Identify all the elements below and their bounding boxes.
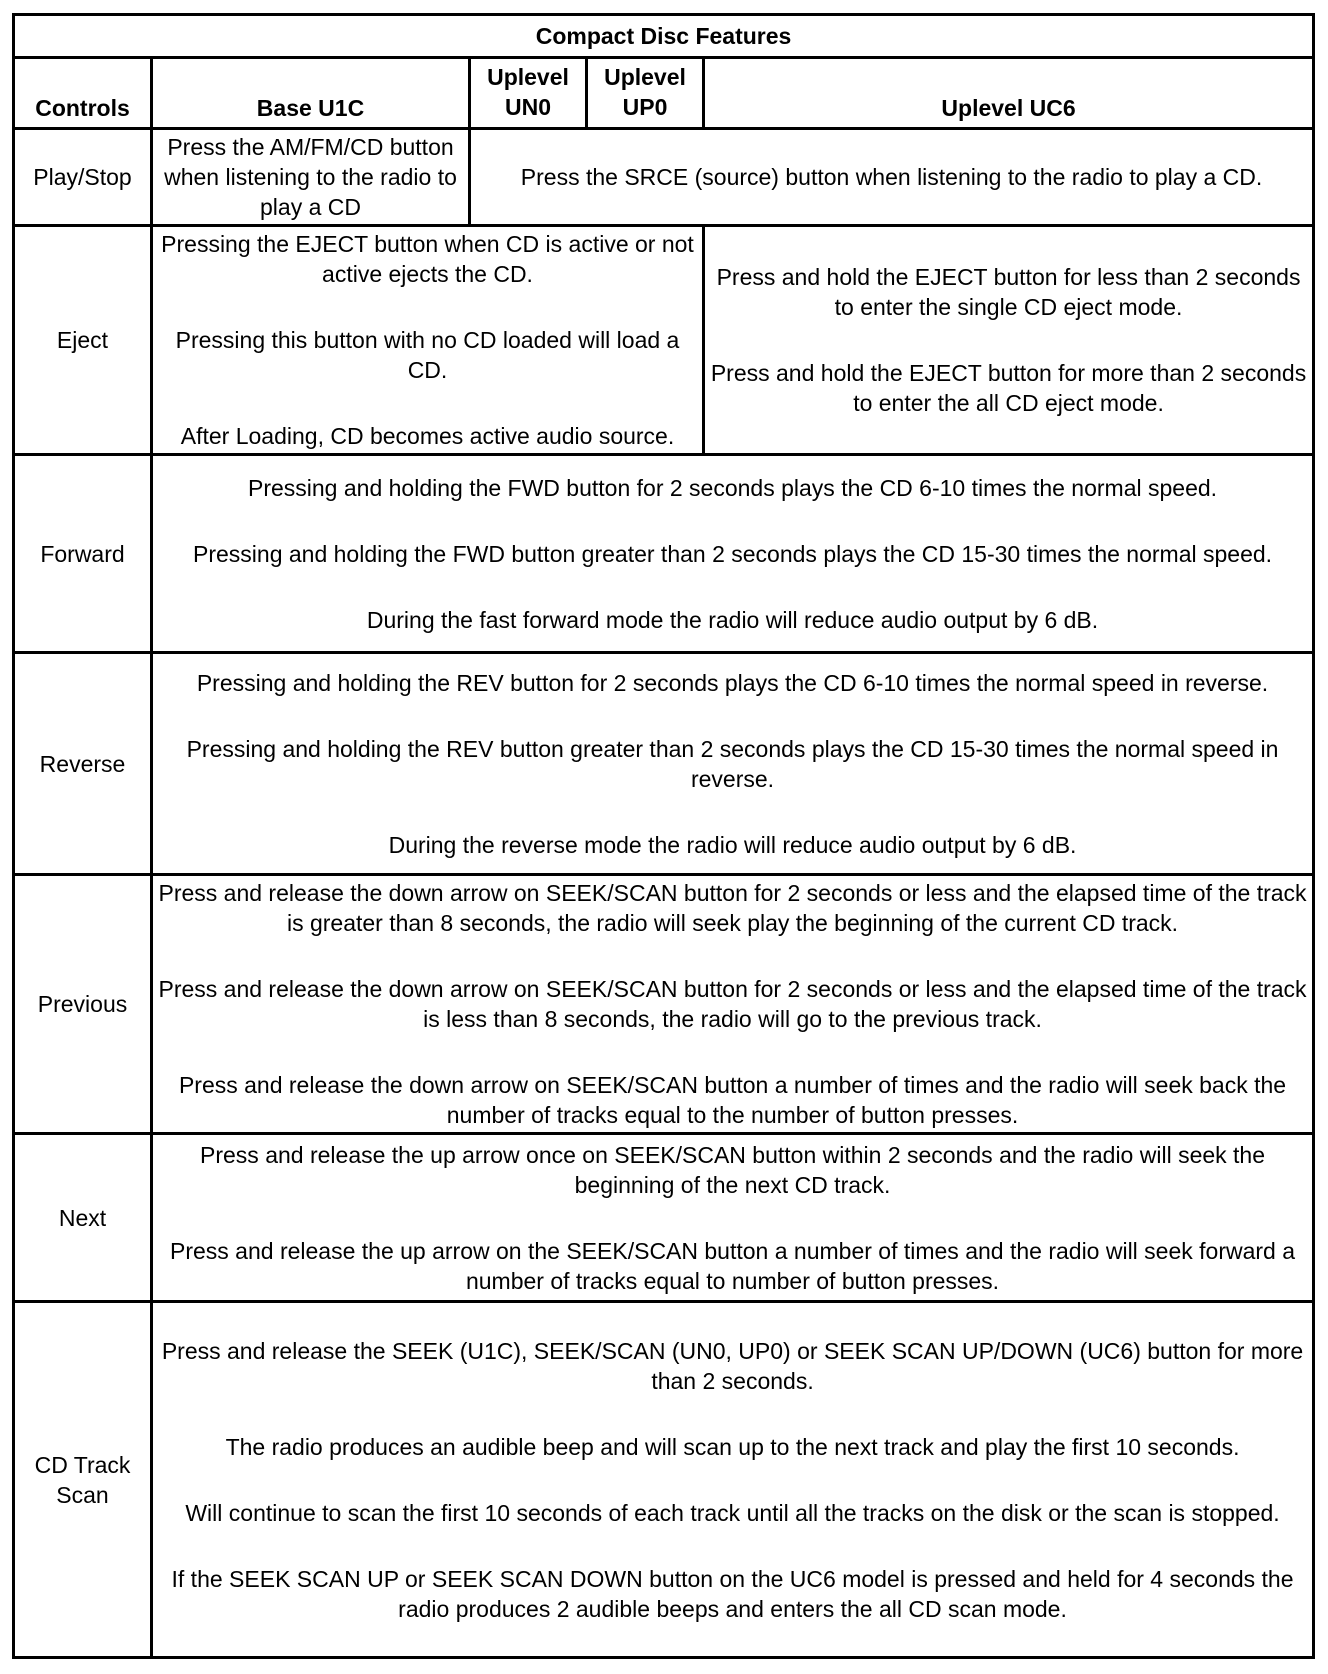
row-play-stop <box>14 129 1314 226</box>
row-reverse <box>14 653 1314 875</box>
next-text-1: Press and release the up arrow once on SEEK/SCAN button within 2 seconds and the radio will seek the beginning of the next CD track. <box>200 1141 1266 1198</box>
label-reverse: Reverse <box>14 653 152 875</box>
cd-features-table <box>12 13 1315 1659</box>
reverse-text-3: During the reverse mode the radio will reduce audio output by 6 dB. <box>388 831 1077 858</box>
eject-base-text-2: Pressing this button with no CD loaded will load a CD. <box>175 327 680 383</box>
label-cd-track-scan: CD Track Scan <box>14 1302 152 1658</box>
label-play-stop: Play/Stop <box>14 129 152 226</box>
play-stop-base: Press the AM/FM/CD button when listening to the radio to play a CD <box>152 129 470 226</box>
table-title: Compact Disc Features <box>14 15 1314 58</box>
header-uplevel-uc6: Uplevel UC6 <box>704 58 1314 129</box>
label-next: Next <box>14 1134 152 1302</box>
row-next <box>14 1134 1314 1302</box>
label-forward: Forward <box>14 455 152 653</box>
label-eject: Eject <box>14 226 152 455</box>
eject-base-text-3: After Loading, CD becomes active audio source. <box>180 423 675 449</box>
header-row <box>14 58 1314 129</box>
previous-text-3: Press and release the down arrow on SEEK/SCAN button a number of times and the radio will seek back the number of tracks equal to the number of button presses. <box>178 1072 1287 1128</box>
title-row <box>14 15 1314 58</box>
reverse-text-1: Pressing and holding the REV button for 2 seconds plays the CD 6-10 times the normal speed in reverse. <box>196 669 1269 696</box>
scan-text <box>152 1302 1314 1658</box>
scan-text-2: The radio produces an audible beep and will scan up to the next track and play the first 10 seconds. <box>225 1433 1240 1460</box>
header-uplevel-un0: Uplevel UN0 <box>470 58 587 129</box>
eject-base <box>152 226 704 455</box>
document-page <box>12 13 1312 1659</box>
eject-uc6 <box>704 226 1314 455</box>
next-text-2: Press and release the up arrow on the SEEK/SCAN button a number of times and the radio will seek forward a number of tracks equal to number of button presses. <box>170 1237 1296 1294</box>
header-base-u1c: Base U1C <box>152 58 470 129</box>
next-text <box>152 1134 1314 1302</box>
eject-uc6-text-2: Press and hold the EJECT button for more than 2 seconds to enter the all CD eject mode. <box>710 360 1307 416</box>
header-uplevel-up0: Uplevel UP0 <box>587 58 704 129</box>
row-eject <box>14 226 1314 455</box>
eject-base-text-1: Pressing the EJECT button when CD is active or not active ejects the CD. <box>161 231 694 287</box>
scan-text-3: Will continue to scan the first 10 seconds of each track until all the tracks on the disk or the scan is stopped. <box>185 1499 1280 1526</box>
forward-text-2: Pressing and holding the FWD button greater than 2 seconds plays the CD 15-30 times the normal speed. <box>193 540 1273 567</box>
label-previous: Previous <box>14 875 152 1134</box>
reverse-text <box>152 653 1314 875</box>
forward-text-1: Pressing and holding the FWD button for 2 seconds plays the CD 6-10 times the normal speed. <box>247 474 1218 501</box>
previous-text-2: Press and release the down arrow on SEEK/SCAN button for 2 seconds or less and the elapsed time of the track is less than 8 seconds, the radio will go to the previous track. <box>158 976 1307 1032</box>
row-previous <box>14 875 1314 1134</box>
previous-text-1: Press and release the down arrow on SEEK/SCAN button for 2 seconds or less and the elapsed time of the track is greater than 8 seconds, the radio will seek play the beginning of the current CD track. <box>158 880 1307 936</box>
reverse-text-2: Pressing and holding the REV button greater than 2 seconds plays the CD 15-30 times the normal speed in reverse. <box>186 735 1279 792</box>
scan-text-4: If the SEEK SCAN UP or SEEK SCAN DOWN button on the UC6 model is pressed and held for 4 seconds the radio produces 2 audible beeps and enters the all CD scan mode. <box>171 1565 1294 1622</box>
previous-text <box>152 875 1314 1134</box>
header-controls: Controls <box>14 58 152 129</box>
eject-uc6-text-1: Press and hold the EJECT button for less than 2 seconds to enter the single CD eject mode. <box>716 264 1301 320</box>
play-stop-uplevel: Press the SRCE (source) button when listening to the radio to play a CD. <box>470 129 1314 226</box>
forward-text-3: During the fast forward mode the radio will reduce audio output by 6 dB. <box>366 606 1099 633</box>
row-forward <box>14 455 1314 653</box>
row-cd-track-scan <box>14 1302 1314 1658</box>
forward-text <box>152 455 1314 653</box>
scan-text-1: Press and release the SEEK (U1C), SEEK/SCAN (UN0, UP0) or SEEK SCAN UP/DOWN (UC6) button for more than 2 seconds. <box>161 1337 1304 1394</box>
